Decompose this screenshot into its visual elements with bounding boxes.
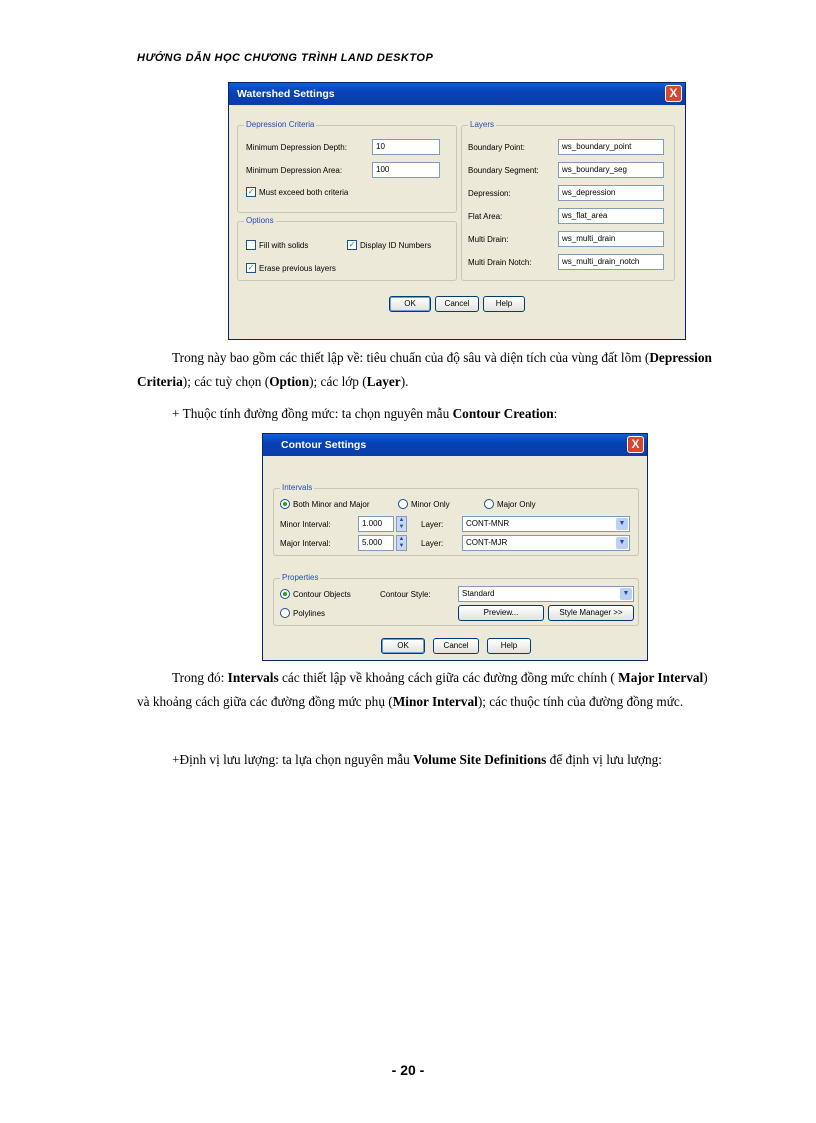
ok-button[interactable]: OK: [389, 296, 431, 312]
depression-criteria-group: [237, 120, 457, 213]
minor-layer-value: CONT-MNR: [466, 519, 510, 528]
minor-only-radio[interactable]: [398, 499, 408, 509]
layer-row-input[interactable]: ws_multi_drain: [558, 231, 664, 247]
layer-row-label: Multi Drain Notch:: [468, 258, 532, 267]
text: +Định vị lưu lượng: ta lựa chọn nguyên mẫu: [172, 752, 414, 767]
layers-group: [461, 120, 675, 281]
fill-solids-checkbox[interactable]: [246, 240, 256, 250]
polylines-label: Polylines: [293, 609, 326, 618]
paragraph-volume: [137, 748, 717, 772]
minor-spinner-icon[interactable]: ▲ ▼: [396, 516, 407, 532]
paragraph-contour: [137, 402, 717, 426]
options-group: [237, 216, 457, 281]
watershed-title: Watershed Settings: [237, 88, 335, 100]
major-spinner-icon[interactable]: ▲ ▼: [396, 535, 407, 551]
text-bold: Depression Criteria: [137, 350, 712, 389]
min-depth-label: Minimum Depression Depth:: [246, 143, 347, 152]
contour-titlebar[interactable]: [263, 434, 647, 456]
contour-style-value: Standard: [462, 589, 495, 598]
chevron-down-icon[interactable]: ▼: [616, 537, 628, 549]
layer-row-label: Boundary Point:: [468, 143, 525, 152]
running-header: HƯỚNG DẪN HỌC CHƯƠNG TRÌNH LAND DESKTOP: [137, 52, 434, 64]
layer-row-input[interactable]: ws_flat_area: [558, 208, 664, 224]
fill-solids-label: Fill with solids: [259, 241, 309, 250]
chevron-down-icon[interactable]: ▼: [616, 518, 628, 530]
layer-row-input[interactable]: ws_multi_drain_notch: [558, 254, 664, 270]
paragraph-intervals: [137, 666, 717, 714]
major-layer-value: CONT-MJR: [466, 538, 508, 547]
text-bold: Intervals: [227, 670, 279, 685]
text-bold: Volume Site Definitions: [413, 752, 547, 767]
polylines-radio[interactable]: [280, 608, 290, 618]
major-interval-input[interactable]: 5.000: [358, 535, 394, 551]
minor-interval-input[interactable]: 1.000: [358, 516, 394, 532]
major-only-label: Major Only: [497, 500, 536, 509]
display-id-label: Display ID Numbers: [360, 241, 432, 250]
must-exceed-label: Must exceed both criteria: [259, 188, 349, 197]
text: Trong đó:: [172, 670, 228, 685]
text: để định vị lưu lượng:: [546, 752, 662, 767]
page-number: - 20 -: [391, 1062, 425, 1078]
help-button[interactable]: Help: [487, 638, 531, 654]
text: ); các thuộc tính của đường đồng mức.: [477, 694, 684, 709]
both-radio[interactable]: [280, 499, 290, 509]
watershed-titlebar[interactable]: [229, 83, 685, 105]
major-only-radio[interactable]: [484, 499, 494, 509]
text: ) và khoảng cách giữa các đường đồng mức phụ (: [137, 670, 708, 709]
min-area-input[interactable]: 100: [372, 162, 440, 178]
close-icon[interactable]: X: [665, 85, 682, 102]
options-label: Options: [246, 216, 274, 225]
text-bold: Minor Interval: [392, 694, 478, 709]
minor-layer-label: Layer:: [421, 520, 444, 529]
layer-row-input[interactable]: ws_boundary_seg: [558, 162, 664, 178]
preview-button[interactable]: Preview...: [458, 605, 544, 621]
text: ); các lớp (: [309, 374, 367, 389]
text-bold: Option: [269, 374, 310, 389]
layer-row-label: Multi Drain:: [468, 235, 509, 244]
layer-row-label: Flat Area:: [468, 212, 503, 221]
contour-settings-dialog: [262, 433, 648, 661]
min-depth-input[interactable]: 10: [372, 139, 440, 155]
text-bold: Layer: [366, 374, 401, 389]
layer-row-label: Boundary Segment:: [468, 166, 539, 175]
minor-interval-label: Minor Interval:: [280, 520, 331, 529]
layer-row-label: Depression:: [468, 189, 511, 198]
intervals-group: [273, 483, 639, 556]
paragraph-depression: [137, 346, 717, 394]
help-button[interactable]: Help: [483, 296, 525, 312]
properties-label: Properties: [282, 573, 319, 582]
intervals-label: Intervals: [282, 483, 313, 492]
contour-style-select[interactable]: [458, 586, 634, 602]
contour-style-label: Contour Style:: [380, 590, 431, 599]
text-bold: Major Interval: [618, 670, 704, 685]
watershed-settings-dialog: [228, 82, 686, 340]
minor-layer-select[interactable]: [462, 516, 630, 532]
ok-button[interactable]: OK: [381, 638, 425, 654]
properties-group: [273, 573, 639, 626]
close-icon[interactable]: X: [627, 436, 644, 453]
min-area-label: Minimum Depression Area:: [246, 166, 343, 175]
cancel-button[interactable]: Cancel: [435, 296, 479, 312]
layer-row-input[interactable]: ws_boundary_point: [558, 139, 664, 155]
text-bold: Contour Creation: [452, 406, 554, 421]
both-label: Both Minor and Major: [293, 500, 370, 509]
major-interval-label: Major Interval:: [280, 539, 331, 548]
erase-layers-checkbox[interactable]: ✓: [247, 263, 255, 272]
contour-objects-label: Contour Objects: [293, 590, 351, 599]
contour-objects-radio[interactable]: [280, 589, 290, 599]
layers-label: Layers: [470, 120, 495, 129]
text: ); các tuỳ chọn (: [182, 374, 270, 389]
text: :: [553, 406, 558, 421]
depression-criteria-label: Depression Criteria: [246, 120, 315, 129]
major-layer-label: Layer:: [421, 539, 444, 548]
erase-layers-label: Erase previous layers: [259, 264, 336, 273]
chevron-down-icon[interactable]: ▼: [620, 588, 632, 600]
layer-row-input[interactable]: ws_depression: [558, 185, 664, 201]
display-id-checkbox[interactable]: ✓: [348, 240, 356, 249]
must-exceed-checkbox[interactable]: ✓: [247, 187, 255, 196]
contour-title: Contour Settings: [281, 439, 367, 451]
text: ).: [400, 374, 409, 389]
cancel-button[interactable]: Cancel: [433, 638, 479, 654]
text: Trong này bao gồm các thiết lập về: tiêu chuẩn của độ sâu và diện tích của vùng đất lõm (: [172, 350, 650, 365]
text: + Thuộc tính đường đồng mức: ta chọn nguyên mẫu: [172, 406, 453, 421]
minor-only-label: Minor Only: [411, 500, 450, 509]
text: các thiết lập về khoảng cách giữa các đường đồng mức chính (: [278, 670, 619, 685]
major-layer-select[interactable]: [462, 535, 630, 551]
style-manager-button[interactable]: Style Manager >>: [548, 605, 634, 621]
